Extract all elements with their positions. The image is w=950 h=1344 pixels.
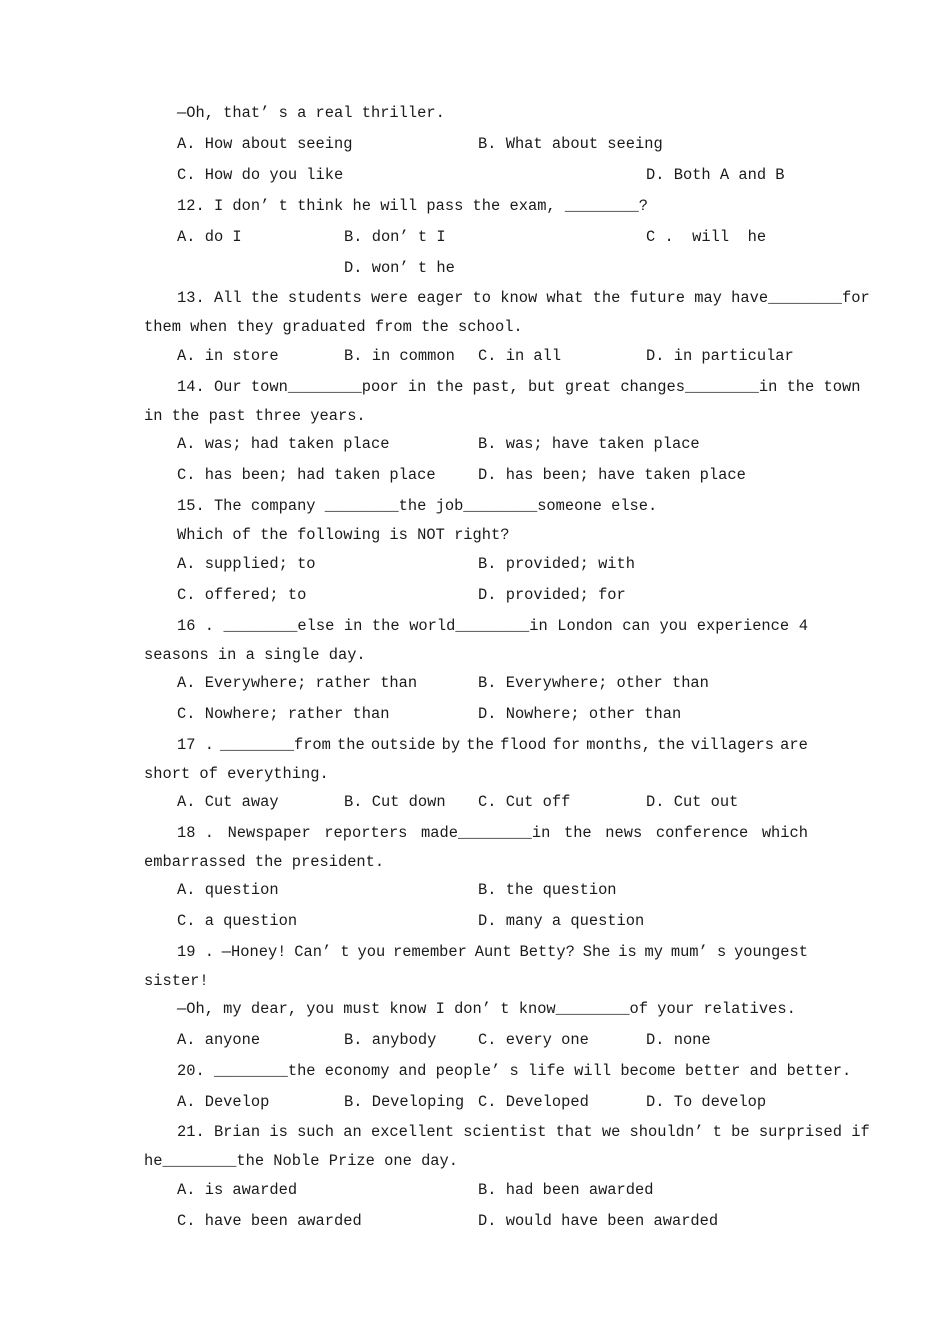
option-c: C. How do you like <box>177 166 344 184</box>
option-b: B. Developing <box>344 1093 465 1111</box>
word: flood <box>500 736 547 754</box>
word: news <box>605 824 643 842</box>
question-13-cont: them when they graduated from the school. <box>144 318 523 336</box>
word: reporters <box>324 824 408 842</box>
word: world________in <box>409 617 548 635</box>
word: She <box>582 943 611 961</box>
word: conference <box>655 824 749 842</box>
option-b: B. in common <box>344 347 455 365</box>
question-16 <box>177 616 808 636</box>
word: ________else <box>223 617 335 635</box>
word: the <box>466 736 494 754</box>
question-18-cont: embarrassed the president. <box>144 853 385 871</box>
option-c: C. in all <box>478 347 562 365</box>
word: Aunt <box>474 943 512 961</box>
question-18 <box>177 823 808 843</box>
word: made________in <box>421 824 551 842</box>
word: my <box>644 943 664 961</box>
word: Can’ t <box>294 943 350 961</box>
word: 4 <box>798 617 808 635</box>
question-15-prompt: Which of the following is NOT right? <box>177 526 510 544</box>
option-b: B. was; have taken place <box>478 435 700 453</box>
option-b: B. What about seeing <box>478 135 663 153</box>
question-17-cont: short of everything. <box>144 765 329 783</box>
option-c: C. Developed <box>478 1093 589 1111</box>
option-c: C. Cut off <box>478 793 571 811</box>
question-17 <box>177 735 808 755</box>
question-13: 13. All the students were eager to know what the future may have________for <box>177 289 870 307</box>
word: Betty? <box>519 943 575 961</box>
option-a: A. How about seeing <box>177 135 353 153</box>
question-19 <box>177 942 808 962</box>
dialogue-line: —Oh, that’ s a real thriller. <box>177 104 445 122</box>
option-a: A. supplied; to <box>177 555 316 573</box>
question-20: 20. ________the economy and people’ s life will become better and better. <box>177 1062 852 1080</box>
word: which <box>761 824 808 842</box>
option-c: C. offered; to <box>177 586 307 604</box>
option-d: D. would have been awarded <box>478 1212 719 1230</box>
word: youngest <box>734 943 808 961</box>
option-c: C. have been awarded <box>177 1212 362 1230</box>
word: outside <box>370 736 436 754</box>
word: ________from <box>220 736 331 754</box>
word: 17 . <box>177 736 214 754</box>
word: 18 . <box>177 824 214 842</box>
option-d: D. won’ t he <box>344 259 455 277</box>
word: the <box>657 736 685 754</box>
option-a: A. do I <box>177 228 242 246</box>
word: you <box>659 617 688 635</box>
word: the <box>563 824 592 842</box>
question-19-cont: sister! <box>144 972 209 990</box>
option-c: C . will he <box>646 228 767 246</box>
option-b: B. the question <box>478 881 617 899</box>
word: Newspaper <box>227 824 311 842</box>
option-d: D. in particular <box>646 347 794 365</box>
word: for <box>552 736 581 754</box>
option-a: A. was; had taken place <box>177 435 390 453</box>
question-14: 14. Our town________poor in the past, but great changes________in the town <box>177 378 861 396</box>
option-d: D. has been; have taken place <box>478 466 746 484</box>
word: London <box>557 617 613 635</box>
option-b: B. don’ t I <box>344 228 446 246</box>
option-b: B. Cut down <box>344 793 446 811</box>
option-d: D. many a question <box>478 912 645 930</box>
word: mum’ s <box>670 943 727 961</box>
word: in <box>343 617 363 635</box>
word: by <box>441 736 461 754</box>
question-16-cont: seasons in a single day. <box>144 646 366 664</box>
word: 16 . <box>177 617 214 635</box>
word: you <box>357 943 386 961</box>
word: months, <box>586 736 651 754</box>
option-b: B. had been awarded <box>478 1181 654 1199</box>
question-21: 21. Brian is such an excellent scientist that we shouldn’ t be surprised if <box>177 1123 870 1141</box>
option-d: D. To develop <box>646 1093 767 1111</box>
option-a: A. in store <box>177 347 279 365</box>
word: the <box>337 736 365 754</box>
option-c: C. has been; had taken place <box>177 466 436 484</box>
word: is <box>618 943 637 961</box>
option-a: A. question <box>177 881 279 899</box>
word: remember <box>393 943 467 961</box>
word: are <box>780 736 808 754</box>
question-15: 15. The company ________the job________someone else. <box>177 497 658 515</box>
word: villagers <box>690 736 775 754</box>
option-a: A. anyone <box>177 1031 261 1049</box>
option-d: D. none <box>646 1031 711 1049</box>
option-b: B. anybody <box>344 1031 437 1049</box>
word: experience <box>696 617 790 635</box>
option-a: A. Develop <box>177 1093 270 1111</box>
dialogue-line: —Oh, my dear, you must know I don’ t know________of your relatives. <box>177 1000 796 1018</box>
option-b: B. provided; with <box>478 555 636 573</box>
option-a: A. is awarded <box>177 1181 298 1199</box>
option-d: D. Cut out <box>646 793 739 811</box>
option-a: A. Cut away <box>177 793 279 811</box>
word: —Honey! <box>221 943 287 961</box>
option-a: A. Everywhere; rather than <box>177 674 418 692</box>
option-c: C. Nowhere; rather than <box>177 705 390 723</box>
option-d: D. Nowhere; other than <box>478 705 682 723</box>
option-b: B. Everywhere; other than <box>478 674 709 692</box>
option-c: C. every one <box>478 1031 589 1049</box>
word: the <box>371 617 400 635</box>
question-14-cont: in the past three years. <box>144 407 366 425</box>
option-d: D. provided; for <box>478 586 626 604</box>
word: 19 . <box>177 943 214 961</box>
word: can <box>622 617 650 635</box>
question-21-cont: he________the Noble Prize one day. <box>144 1152 459 1170</box>
question-12: 12. I don’ t think he will pass the exam, ________? <box>177 197 649 215</box>
option-d: D. Both A and B <box>646 166 785 184</box>
option-c: C. a question <box>177 912 298 930</box>
